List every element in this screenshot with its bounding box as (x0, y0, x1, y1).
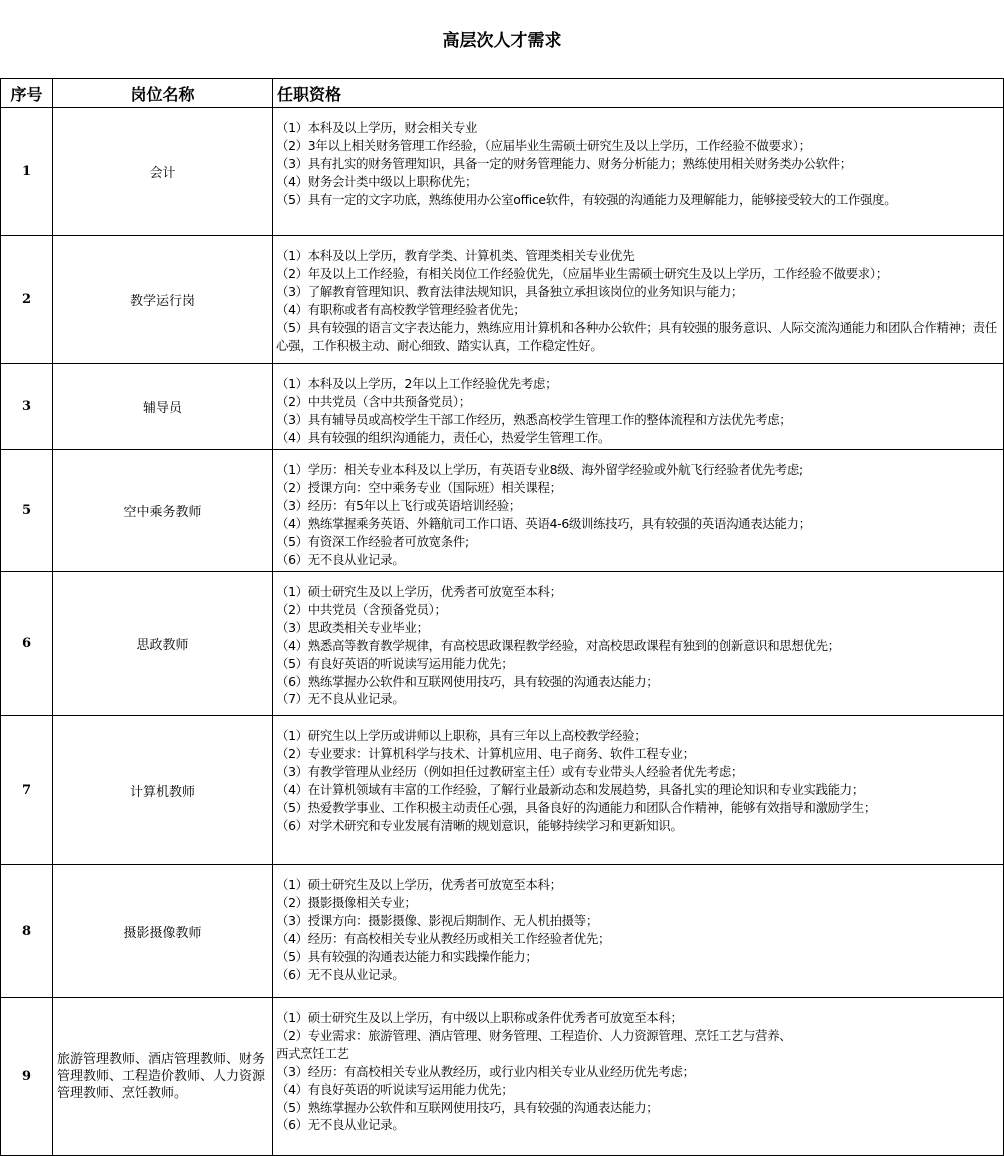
requirement-line: （2）专业需求：旅游管理、酒店管理、财务管理、工程造价、人力资源管理、烹饪工艺与营养、 (276, 1027, 792, 1043)
requirement-line: （4）有职称或者有高校教学管理经验者优先； (276, 301, 526, 317)
requirement-line: （2）年及以上工作经验，有相关岗位工作经验优先，（应届毕业生需硕士研究生及以上学历，工作经验不做要求）； (276, 265, 888, 281)
requirement-line: （4）具有较强的组织沟通能力，责任心，热爱学生管理工作。 (276, 429, 611, 445)
requirement-line: （5）具有较强的沟通表达能力和实践操作能力； (276, 948, 538, 964)
position-name: 摄影摄像教师 (53, 865, 273, 998)
requirements-cell (273, 716, 1004, 865)
requirement-line: （3）具有辅导员或高校学生干部工作经历，熟悉高校学生管理工作的整体流程和方法优先考虑； (276, 411, 792, 427)
requirement-line: （4）在计算机领域有丰富的工作经验，了解行业最新动态和发展趋势，具备扎实的理论知识和专业实践能力； (276, 781, 864, 797)
row-number: 1 (1, 108, 53, 236)
requirement-line: （3）思政类相关专业毕业； (276, 619, 429, 635)
requirement-line: （1）硕士研究生及以上学历，有中级以上职称或条件优秀者可放宽至本科； (276, 1010, 683, 1025)
position-name: 辅导员 (53, 364, 273, 450)
row-number: 5 (1, 450, 53, 572)
requirement-line: （1）本科及以上学历，财会相关专业 (276, 120, 478, 135)
position-name: 会计 (53, 108, 273, 236)
row-number: 3 (1, 364, 53, 450)
row-number: 6 (1, 572, 53, 716)
requirement-line: （5）具有一定的文字功底，熟练使用办公室office软件，有较强的沟通能力及理解能力，能够接受较大的工作强度。 (276, 191, 897, 207)
requirement-line: （6）熟练掌握办公软件和互联网使用技巧，具有较强的沟通表达能力； (276, 673, 659, 689)
requirements-cell (273, 450, 1004, 572)
requirement-line: （3）具有扎实的财务管理知识，具备一定的财务管理能力、财务分析能力；熟练使用相关财务类办公软件； (276, 155, 852, 171)
position-name: 空中乘务教师 (53, 450, 273, 572)
requirements-cell (273, 108, 1004, 236)
row-number: 7 (1, 716, 53, 865)
requirement-line: （4）经历：有高校相关专业从教经历或相关工作经验者优先； (276, 930, 611, 946)
requirement-line: （4）熟练掌握乘务英语、外籍航司工作口语、英语4-6级训练技巧，具有较强的英语沟通表达能力； (276, 515, 811, 531)
requirement-line: （4）财务会计类中级以上职称优先； (276, 173, 478, 189)
requirement-line: （3）有教学管理从业经历（例如担任过教研室主任）或有专业带头人经验者优先考虑； (276, 763, 744, 779)
position-name: 计算机教师 (53, 716, 273, 865)
requirement-line: （2）摄影摄像相关专业； (276, 894, 417, 910)
requirement-line: 西式烹饪工艺 (276, 1045, 349, 1061)
requirement-line: （6）无不良从业记录。 (276, 1117, 405, 1133)
requirement-line: （3）授课方向：摄影摄像、影视后期制作、无人机拍摄等； (276, 912, 598, 928)
requirement-line: （1）硕士研究生及以上学历，优秀者可放宽至本科； (276, 877, 562, 892)
requirement-line: （1）学历：相关专业本科及以上学历，有英语专业8级、海外留学经验或外航飞行经验者优先考虑; (276, 462, 803, 477)
position-name: 教学运行岗 (53, 236, 273, 364)
header-position: 岗位名称 (53, 79, 273, 108)
header-seq: 序号 (1, 79, 53, 108)
requirement-line: （6）无不良从业记录。 (276, 551, 405, 567)
header-requirements: 任职资格 (273, 79, 1004, 108)
table-header-row (1, 79, 1004, 108)
requirement-line: （2）中共党员（含中共预备党员）； (276, 393, 471, 409)
requirement-line: （4）熟悉高等教育教学规律，有高校思政课程教学经验，对高校思政课程有独到的创新意识和思想优先； (276, 637, 840, 653)
requirement-line: （5）具有较强的语言文字表达能力，熟练应用计算机和各种办公软件；具有较强的服务意识、人际交流沟通能力和团队合作精神；责任心强，工作积极主动、耐心细致、踏实认真，工作稳定性好。 (276, 319, 997, 353)
table-row (1, 236, 1004, 364)
requirement-line: （3）经历：有5年以上飞行或英语培训经验； (276, 497, 521, 513)
requirement-line: （2）专业要求：计算机科学与技术、计算机应用、电子商务、软件工程专业； (276, 745, 695, 761)
requirement-line: （3）经历：有高校相关专业从教经历，或行业内相关专业从业经历优先考虑； (276, 1063, 695, 1079)
requirement-line: （2）3年以上相关财务管理工作经验，（应届毕业生需硕士研究生及以上学历，工作经验不做要求）； (276, 137, 811, 153)
position-name: 旅游管理教师、酒店管理教师、财务管理教师、工程造价教师、人力资源管理教师、烹饪教师。 (53, 998, 273, 1156)
requirement-line: （6）对学术研究和专业发展有清晰的规划意识，能够持续学习和更新知识。 (276, 817, 683, 833)
table-row (1, 998, 1004, 1156)
talent-table (0, 78, 1004, 1156)
row-number: 9 (1, 998, 53, 1156)
requirement-line: （5）有资深工作经验者可放宽条件; (276, 533, 469, 549)
requirement-line: （5）热爱教学事业、工作积极主动责任心强，具备良好的沟通能力和团队合作精神，能够有效指导和激励学生； (276, 799, 877, 815)
requirement-line: （1）本科及以上学历，教育学类、计算机类、管理类相关专业优先 (276, 248, 635, 263)
table-row (1, 108, 1004, 236)
row-number: 2 (1, 236, 53, 364)
position-name: 思政教师 (53, 572, 273, 716)
page-title: 高层次人才需求 (442, 31, 562, 51)
table-row (1, 716, 1004, 865)
requirement-line: （4）有良好英语的听说读写运用能力优先； (276, 1081, 514, 1097)
table-row (1, 450, 1004, 572)
requirements-cell (273, 236, 1004, 364)
requirement-line: （5）有良好英语的听说读写运用能力优先； (276, 655, 514, 671)
requirements-cell (273, 865, 1004, 998)
requirement-line: （6）无不良从业记录。 (276, 966, 405, 982)
requirements-cell (273, 364, 1004, 450)
requirement-line: （1）硕士研究生及以上学历，优秀者可放宽至本科； (276, 584, 562, 599)
requirements-cell (273, 572, 1004, 716)
requirement-line: （3）了解教育管理知识、教育法律法规知识，具备独立承担该岗位的业务知识与能力； (276, 283, 744, 299)
table-row (1, 865, 1004, 998)
requirement-line: （2）中共党员（含预备党员）； (276, 601, 447, 617)
requirement-line: （5）熟练掌握办公软件和互联网使用技巧，具有较强的沟通表达能力； (276, 1099, 659, 1115)
requirement-line: （2）授课方向：空中乘务专业（国际班）相关课程； (276, 479, 562, 495)
requirement-line: （7）无不良从业记录。 (276, 691, 405, 707)
requirement-line: （1）本科及以上学历，2年以上工作经验优先考虑； (276, 376, 558, 391)
table-row (1, 364, 1004, 450)
row-number: 8 (1, 865, 53, 998)
table-row (1, 572, 1004, 716)
requirements-cell (273, 998, 1004, 1156)
requirement-line: （1）研究生以上学历或讲师以上职称，具有三年以上高校教学经验； (276, 728, 647, 743)
